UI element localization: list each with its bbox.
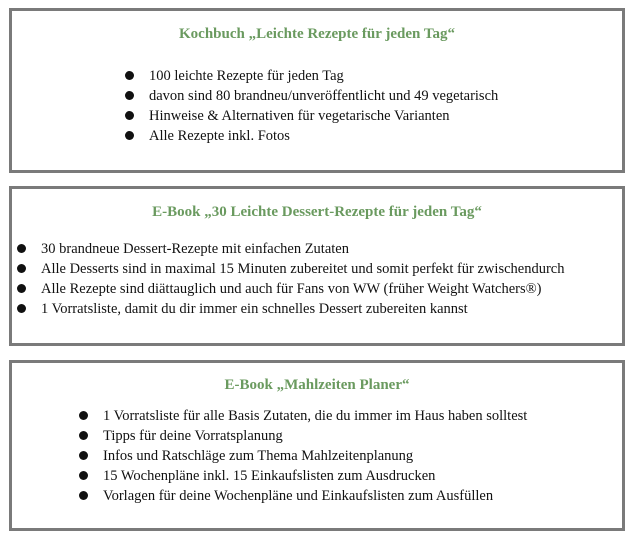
list-item-text: 15 Wochenpläne inkl. 15 Einkaufslisten zum Ausdrucken [103, 468, 436, 484]
section-dessert-ebook [9, 186, 625, 346]
feature-list [17, 239, 564, 319]
bullet-icon [79, 491, 88, 500]
feature-list [79, 406, 527, 506]
list-item-text: Tipps für deine Vorratsplanung [103, 428, 283, 444]
section-kochbuch [9, 8, 625, 173]
list-item-text: 30 brandneue Dessert-Rezepte mit einfachen Zutaten [41, 241, 349, 257]
bullet-icon [125, 71, 134, 80]
list-item [79, 426, 527, 446]
list-item [125, 126, 498, 146]
bullet-icon [17, 304, 26, 313]
list-item-text: 100 leichte Rezepte für jeden Tag [149, 68, 344, 84]
list-item [125, 86, 498, 106]
list-item-text: Alle Rezepte inkl. Fotos [149, 128, 290, 144]
section-mahlzeiten-planer [9, 360, 625, 531]
list-item-text: Alle Desserts sind in maximal 15 Minuten zubereitet und somit perfekt für zwischendurch [41, 261, 565, 277]
bullet-icon [125, 91, 134, 100]
feature-list [125, 66, 498, 146]
section-title: E-Book „Mahlzeiten Planer“ [224, 377, 410, 393]
bullet-icon [125, 111, 134, 120]
list-item [17, 299, 564, 319]
list-item [17, 239, 564, 259]
list-item [17, 259, 564, 279]
list-item [79, 446, 527, 466]
section-title: E-Book „30 Leichte Dessert-Rezepte für jeden Tag“ [152, 204, 482, 220]
list-item [125, 106, 498, 126]
list-item-text: Infos und Ratschläge zum Thema Mahlzeitenplanung [103, 448, 414, 464]
list-item [79, 486, 527, 506]
list-item-text: davon sind 80 brandneu/unveröffentlicht und 49 vegetarisch [149, 88, 499, 104]
list-item [79, 406, 527, 426]
bullet-icon [79, 411, 88, 420]
bullet-icon [79, 431, 88, 440]
bullet-icon [79, 471, 88, 480]
bullet-icon [125, 131, 134, 140]
list-item-text: Hinweise & Alternativen für vegetarische Varianten [149, 108, 450, 124]
section-title: Kochbuch „Leichte Rezepte für jeden Tag“ [179, 26, 455, 42]
list-item [17, 279, 564, 299]
bullet-icon [79, 451, 88, 460]
list-item [125, 66, 498, 86]
bullet-icon [17, 284, 26, 293]
bullet-icon [17, 244, 26, 253]
list-item-text: 1 Vorratsliste für alle Basis Zutaten, die du immer im Haus haben solltest [103, 408, 528, 424]
list-item-text: Vorlagen für deine Wochenpläne und Einkaufslisten zum Ausfüllen [103, 488, 494, 504]
list-item-text: 1 Vorratsliste, damit du dir immer ein schnelles Dessert zubereiten kannst [41, 301, 468, 317]
list-item-text: Alle Rezepte sind diättauglich und auch für Fans von WW (früher Weight Watchers®) [41, 281, 542, 297]
bullet-icon [17, 264, 26, 273]
list-item [79, 466, 527, 486]
